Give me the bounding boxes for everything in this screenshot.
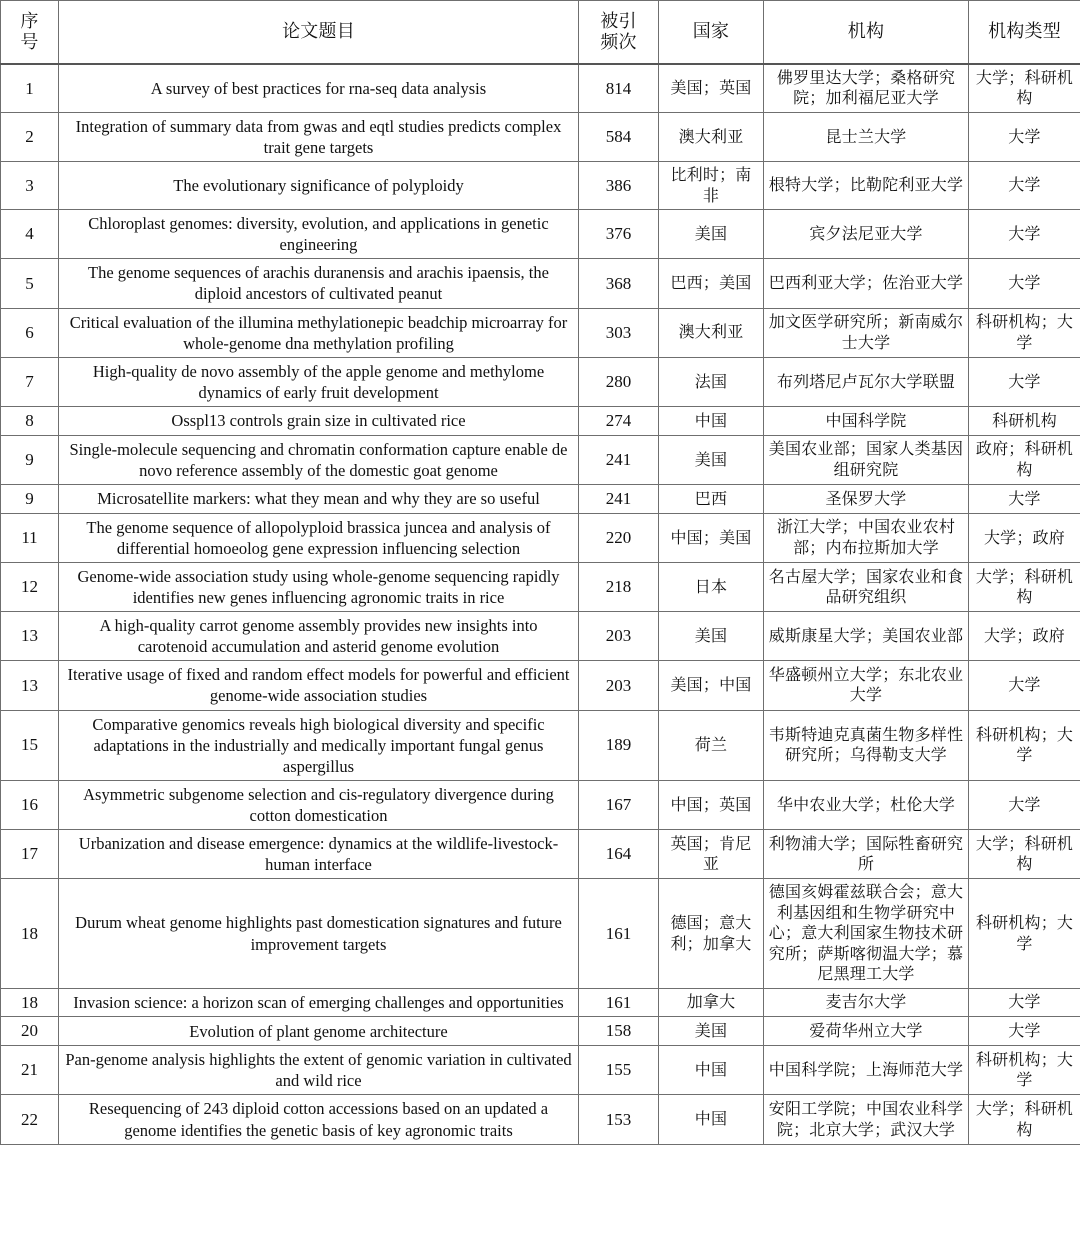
column-header-cited-line1: 被引	[600, 10, 637, 32]
cell-institution: 圣保罗大学	[764, 484, 969, 513]
table-row	[1, 435, 1080, 484]
cell-institution: 根特大学；比勒陀利亚大学	[764, 162, 969, 210]
table-row	[1, 162, 1080, 210]
cell-sequence: 13	[1, 612, 59, 661]
cell-paper-title: A high-quality carrot genome assembly provides new insights into carotenoid accumulation and asterid genome evolution	[59, 612, 579, 661]
column-header-institution-type: 机构类型	[969, 1, 1080, 65]
cell-paper-title: High-quality de novo assembly of the apple genome and methylome dynamics of early fruit development	[59, 357, 579, 406]
cell-country: 加拿大	[659, 988, 764, 1017]
cell-institution: 爱荷华州立大学	[764, 1017, 969, 1046]
cell-institution-type: 大学	[969, 1017, 1080, 1046]
cell-cited-count: 203	[579, 612, 659, 661]
cell-cited-count: 274	[579, 406, 659, 435]
cell-institution: 威斯康星大学；美国农业部	[764, 612, 969, 661]
cell-cited-count: 189	[579, 710, 659, 780]
cell-country: 美国	[659, 1017, 764, 1046]
cell-institution: 浙江大学；中国农业农村部；内布拉斯加大学	[764, 513, 969, 562]
cell-paper-title: Microsatellite markers: what they mean and why they are so useful	[59, 484, 579, 513]
cell-cited-count: 241	[579, 484, 659, 513]
cell-paper-title: Critical evaluation of the illumina methylationepic beadchip microarray for whole-genome dna methylation profiling	[59, 308, 579, 357]
table-row	[1, 830, 1080, 879]
cell-sequence: 12	[1, 562, 59, 611]
cell-paper-title: Iterative usage of fixed and random effect models for powerful and efficient genome-wide association studies	[59, 661, 579, 710]
cell-institution: 布列塔尼卢瓦尔大学联盟	[764, 357, 969, 406]
cell-paper-title: The genome sequence of allopolyploid brassica juncea and analysis of differential homoeolog gene expression influencing selection	[59, 513, 579, 562]
cell-cited-count: 161	[579, 988, 659, 1017]
table-row	[1, 1046, 1080, 1095]
cell-paper-title: Resequencing of 243 diploid cotton accessions based on an updated a genome identifies the genetic basis of key agronomic traits	[59, 1095, 579, 1144]
cell-cited-count: 218	[579, 562, 659, 611]
table-row	[1, 988, 1080, 1017]
cell-institution-type: 科研机构；大学	[969, 710, 1080, 780]
cell-institution: 华盛顿州立大学；东北农业大学	[764, 661, 969, 710]
cell-institution-type: 科研机构；大学	[969, 1046, 1080, 1095]
cell-institution-type: 大学	[969, 780, 1080, 829]
cell-institution: 佛罗里达大学；桑格研究院；加利福尼亚大学	[764, 64, 969, 112]
cell-country: 美国	[659, 612, 764, 661]
cell-cited-count: 303	[579, 308, 659, 357]
cell-institution-type: 大学	[969, 357, 1080, 406]
cell-cited-count: 368	[579, 259, 659, 308]
table-row	[1, 879, 1080, 988]
cell-sequence: 15	[1, 710, 59, 780]
cell-institution-type: 大学；科研机构	[969, 562, 1080, 611]
cell-paper-title: Urbanization and disease emergence: dynamics at the wildlife-livestock-human interface	[59, 830, 579, 879]
cell-cited-count: 155	[579, 1046, 659, 1095]
cell-sequence: 2	[1, 112, 59, 161]
cell-sequence: 9	[1, 435, 59, 484]
column-header-country: 国家	[659, 1, 764, 65]
column-header-sequence-line1: 序	[20, 10, 39, 32]
cell-institution-type: 大学	[969, 988, 1080, 1017]
table-row	[1, 710, 1080, 780]
cell-institution: 宾夕法尼亚大学	[764, 210, 969, 259]
cell-sequence: 5	[1, 259, 59, 308]
cell-institution: 麦吉尔大学	[764, 988, 969, 1017]
table-row	[1, 210, 1080, 259]
table-header-row	[1, 1, 1080, 65]
cell-cited-count: 241	[579, 435, 659, 484]
cell-institution: 中国科学院	[764, 406, 969, 435]
cell-country: 巴西	[659, 484, 764, 513]
cell-cited-count: 161	[579, 879, 659, 988]
cell-country: 中国	[659, 1095, 764, 1144]
column-header-sequence	[1, 1, 59, 65]
cell-institution: 安阳工学院；中国农业科学院；北京大学；武汉大学	[764, 1095, 969, 1144]
cell-paper-title: Evolution of plant genome architecture	[59, 1017, 579, 1046]
cell-institution-type: 科研机构；大学	[969, 308, 1080, 357]
cell-cited-count: 584	[579, 112, 659, 161]
cell-country: 荷兰	[659, 710, 764, 780]
cell-cited-count: 386	[579, 162, 659, 210]
cell-sequence: 20	[1, 1017, 59, 1046]
cell-cited-count: 153	[579, 1095, 659, 1144]
cell-paper-title: Osspl13 controls grain size in cultivated rice	[59, 406, 579, 435]
cell-cited-count: 220	[579, 513, 659, 562]
column-header-cited-line2: 频次	[600, 32, 637, 53]
cell-paper-title: Durum wheat genome highlights past domestication signatures and future improvement targets	[59, 879, 579, 988]
cell-paper-title: Integration of summary data from gwas and eqtl studies predicts complex trait gene targets	[59, 112, 579, 161]
cell-sequence: 8	[1, 406, 59, 435]
cell-paper-title: The evolutionary significance of polyploidy	[59, 162, 579, 210]
column-header-cited-count	[579, 1, 659, 65]
cell-country: 巴西；美国	[659, 259, 764, 308]
table-row	[1, 513, 1080, 562]
cell-institution: 昆士兰大学	[764, 112, 969, 161]
cell-paper-title: Invasion science: a horizon scan of emerging challenges and opportunities	[59, 988, 579, 1017]
cell-sequence: 7	[1, 357, 59, 406]
cell-country: 中国；美国	[659, 513, 764, 562]
cell-paper-title: A survey of best practices for rna-seq data analysis	[59, 64, 579, 112]
table-row	[1, 64, 1080, 112]
cell-sequence: 18	[1, 988, 59, 1017]
cell-institution-type: 大学；科研机构	[969, 1095, 1080, 1144]
cell-paper-title: Single-molecule sequencing and chromatin conformation capture enable de novo reference assembly of the domestic goat genome	[59, 435, 579, 484]
cell-paper-title: Genome-wide association study using whole-genome sequencing rapidly identifies new genes influencing agronomic traits in rice	[59, 562, 579, 611]
table-row	[1, 112, 1080, 161]
cell-paper-title: Comparative genomics reveals high biological diversity and specific adaptations in the industrially and medically important fungal genus aspergillus	[59, 710, 579, 780]
table-row	[1, 357, 1080, 406]
cell-sequence: 11	[1, 513, 59, 562]
table-row	[1, 308, 1080, 357]
cell-paper-title: Asymmetric subgenome selection and cis-regulatory divergence during cotton domestication	[59, 780, 579, 829]
cell-country: 美国；中国	[659, 661, 764, 710]
cell-cited-count: 280	[579, 357, 659, 406]
cell-institution-type: 大学	[969, 162, 1080, 210]
cell-sequence: 4	[1, 210, 59, 259]
cell-cited-count: 203	[579, 661, 659, 710]
cell-sequence: 17	[1, 830, 59, 879]
cell-cited-count: 158	[579, 1017, 659, 1046]
cell-institution: 华中农业大学；杜伦大学	[764, 780, 969, 829]
cell-institution: 巴西利亚大学；佐治亚大学	[764, 259, 969, 308]
cell-institution: 加文医学研究所；新南威尔士大学	[764, 308, 969, 357]
cell-sequence: 16	[1, 780, 59, 829]
cell-institution-type: 大学；政府	[969, 513, 1080, 562]
cell-institution: 德国亥姆霍兹联合会；意大利基因组和生物学研究中心；意大利国家生物技术研究所；萨斯喀彻温大学；慕尼黑理工大学	[764, 879, 969, 988]
cell-institution-type: 大学；科研机构	[969, 830, 1080, 879]
cell-institution-type: 大学	[969, 112, 1080, 161]
cell-country: 澳大利亚	[659, 112, 764, 161]
cell-institution-type: 大学	[969, 484, 1080, 513]
table-row	[1, 259, 1080, 308]
cell-sequence: 3	[1, 162, 59, 210]
cell-cited-count: 164	[579, 830, 659, 879]
cell-country: 中国	[659, 406, 764, 435]
table-row	[1, 406, 1080, 435]
cell-sequence: 9	[1, 484, 59, 513]
cell-country: 德国；意大利；加拿大	[659, 879, 764, 988]
cell-institution: 韦斯特迪克真菌生物多样性研究所；乌得勒支大学	[764, 710, 969, 780]
cell-country: 法国	[659, 357, 764, 406]
cell-institution-type: 大学	[969, 661, 1080, 710]
cell-institution-type: 大学；政府	[969, 612, 1080, 661]
cell-country: 美国	[659, 210, 764, 259]
cell-paper-title: The genome sequences of arachis duranensis and arachis ipaensis, the diploid ancestors of cultivated peanut	[59, 259, 579, 308]
cell-country: 澳大利亚	[659, 308, 764, 357]
cell-paper-title: Chloroplast genomes: diversity, evolution, and applications in genetic engineering	[59, 210, 579, 259]
cell-sequence: 18	[1, 879, 59, 988]
cell-institution-type: 大学	[969, 210, 1080, 259]
table-row	[1, 612, 1080, 661]
column-header-title: 论文题目	[59, 1, 579, 65]
cell-institution-type: 科研机构	[969, 406, 1080, 435]
cell-country: 比利时；南非	[659, 162, 764, 210]
cell-sequence: 22	[1, 1095, 59, 1144]
cell-cited-count: 376	[579, 210, 659, 259]
cell-sequence: 1	[1, 64, 59, 112]
cell-cited-count: 167	[579, 780, 659, 829]
cell-institution-type: 科研机构；大学	[969, 879, 1080, 988]
cell-paper-title: Pan-genome analysis highlights the extent of genomic variation in cultivated and wild rice	[59, 1046, 579, 1095]
column-header-sequence-line2: 号	[20, 32, 39, 53]
cell-country: 中国	[659, 1046, 764, 1095]
cell-institution-type: 大学；科研机构	[969, 64, 1080, 112]
cell-cited-count: 814	[579, 64, 659, 112]
table-row	[1, 562, 1080, 611]
cell-institution: 美国农业部；国家人类基因组研究院	[764, 435, 969, 484]
cell-institution: 中国科学院；上海师范大学	[764, 1046, 969, 1095]
table-row	[1, 484, 1080, 513]
table-body	[1, 64, 1080, 1144]
cell-institution: 名古屋大学；国家农业和食品研究组织	[764, 562, 969, 611]
cell-country: 美国；英国	[659, 64, 764, 112]
table-row	[1, 661, 1080, 710]
table-row	[1, 1095, 1080, 1144]
cell-sequence: 13	[1, 661, 59, 710]
cell-country: 美国	[659, 435, 764, 484]
cell-institution-type: 政府；科研机构	[969, 435, 1080, 484]
table-row	[1, 780, 1080, 829]
cell-country: 英国；肯尼亚	[659, 830, 764, 879]
cell-sequence: 6	[1, 308, 59, 357]
cell-country: 中国；英国	[659, 780, 764, 829]
cell-institution: 利物浦大学；国际牲畜研究所	[764, 830, 969, 879]
cell-country: 日本	[659, 562, 764, 611]
cell-institution-type: 大学	[969, 259, 1080, 308]
cell-sequence: 21	[1, 1046, 59, 1095]
table-row	[1, 1017, 1080, 1046]
column-header-institution: 机构	[764, 1, 969, 65]
